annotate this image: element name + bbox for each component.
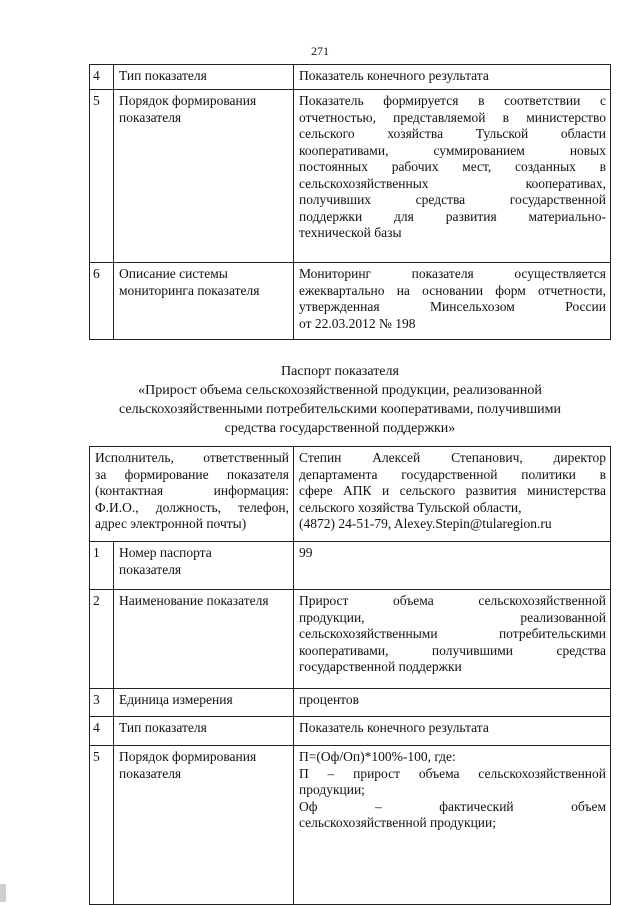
table2-row-value [293, 745, 611, 905]
value-line: Показатель формируется в соответствии с [299, 93, 606, 108]
passport-title-line: «Прирост объема сельскохозяйственной продукции, реализованной [138, 383, 542, 398]
label-line: Исполнитель, ответственный [95, 450, 289, 465]
label-line: Тип показателя [119, 720, 207, 735]
table1-row-label [113, 262, 294, 340]
executor-label [89, 446, 294, 542]
table2-row-label [113, 589, 294, 689]
value-line: Показатель конечного результата [299, 68, 489, 83]
label-line: за формирование показателя [95, 466, 289, 482]
page-number: 271 [311, 44, 329, 58]
value-line: 99 [299, 545, 313, 560]
value-line: П=(Оф/Оп)*100%-100, где: [299, 749, 456, 764]
table1-row-value [293, 89, 611, 263]
value-line: сельскохозяйственными потребительскими [299, 626, 606, 641]
value-line: сельского хозяйства Тульской области [299, 126, 606, 141]
label-line: показателя [119, 765, 182, 781]
value-line: процентов [299, 692, 360, 707]
value-line: продукции, реализованной [299, 609, 606, 625]
value-line: сельскохозяйственных кооперативах, [299, 175, 606, 191]
table2-row-label [113, 541, 294, 590]
value-line: кооперативами, суммированием новых [299, 142, 606, 158]
executor-contact [293, 446, 611, 542]
value-line: Оф – фактический объем [299, 798, 606, 814]
value-line: Мониторинг показателя осуществляется [299, 266, 606, 281]
value-line: департамента государственной политики в [299, 466, 606, 482]
value-line: от 22.03.2012 № 198 [299, 315, 416, 331]
label-line: Номер паспорта [119, 545, 212, 560]
value-line: Степин Алексей Степанович, директор [299, 450, 606, 465]
table1-row-value [293, 262, 611, 340]
table2-row-number: 4 [89, 716, 114, 746]
value-line: Прирост объема сельскохозяйственной [299, 593, 606, 608]
label-line: Тип показателя [119, 68, 207, 83]
label-line: показателя [119, 109, 182, 125]
value-line: кооперативами, получившими средства [299, 642, 606, 658]
value-line: продукции; [299, 782, 365, 797]
value-line: утвержденная Минсельхозом России [299, 299, 606, 314]
value-line: П – прирост объема сельскохозяйственной [299, 765, 606, 781]
label-line: мониторинга показателя [119, 282, 260, 298]
table2-row-value [293, 688, 611, 717]
value-line: сельскохозяйственной продукции; [299, 815, 496, 830]
passport-title-line: сельскохозяйственными потребительскими кооперативами, получившими [119, 402, 561, 417]
table2-row-number: 1 [89, 541, 114, 590]
value-line: постоянных рабочих мест, созданных в [299, 159, 606, 174]
scan-edge-mark [0, 884, 6, 902]
table2-row-number: 2 [89, 589, 114, 689]
table1-row-label [113, 64, 294, 90]
table2-row-label [113, 688, 294, 717]
value-line: государственной поддержки [299, 659, 462, 674]
passport-heading: Паспорт показателя [281, 364, 399, 379]
table2-row-number: 3 [89, 688, 114, 717]
label-line: Порядок формирования [119, 749, 257, 764]
table1-row-number: 5 [89, 89, 114, 263]
value-line: поддержки для развития материально- [299, 208, 606, 224]
label-line: Наименование показателя [119, 593, 269, 608]
value-line: отчетностью, представляемой в министерство [299, 109, 606, 125]
table2-row-number: 5 [89, 745, 114, 905]
label-line: (контактная информация: [95, 483, 289, 498]
value-line: сельского хозяйства Тульской области, [299, 499, 522, 515]
value-line: сфере АПК и сельского развития министерства [299, 483, 606, 498]
value-line: получивших средства государственной [299, 192, 606, 207]
table2-row-label [113, 716, 294, 746]
value-line: (4872) 24-51-79, Alexey.Stepin@tularegion.ru [299, 516, 552, 531]
table1-row-value [293, 64, 611, 90]
label-line: Единица измерения [119, 692, 233, 707]
value-line: ежеквартально на основании форм отчетности, [299, 282, 606, 298]
value-line: технической базы [299, 225, 402, 240]
label-line: показателя [119, 561, 182, 577]
table2-row-label [113, 745, 294, 905]
table1-row-number: 6 [89, 262, 114, 340]
table1-row-number: 4 [89, 64, 114, 90]
table2-row-value [293, 589, 611, 689]
label-line: Описание системы [119, 266, 228, 281]
passport-title-line: средства государственной поддержки» [224, 421, 456, 436]
table2-row-value [293, 541, 611, 590]
table2-row-value [293, 716, 611, 746]
label-line: Ф.И.О., должность, телефон, [95, 499, 289, 515]
value-line: Показатель конечного результата [299, 720, 489, 735]
table1-row-label [113, 89, 294, 263]
label-line: адрес электронной почты) [95, 516, 247, 531]
label-line: Порядок формирования [119, 93, 257, 108]
